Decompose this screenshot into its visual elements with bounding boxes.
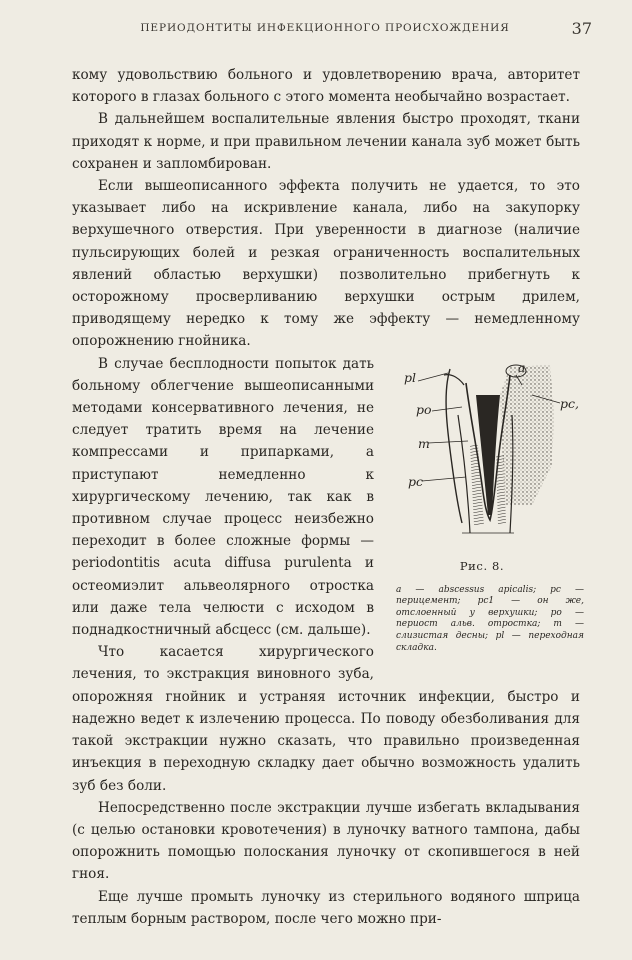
paragraph-2: В дальнейшем воспалительные явления быстро проходят, ткани приходят к норме, и при правильном лечении канала зуб может быть сохранен и запломбирован. bbox=[72, 111, 580, 172]
paragraph-6: Непосредственно после экстракции лучше избегать вкладывания (с целью остановки кровотечения) в луночку ватного тампона, дабы опорожнить помощью полоскания луночку от скопившегося в ней гноя. bbox=[72, 799, 580, 883]
paragraph-1: кому удовольствию больного и удовлетворению врача, авторитет которого в глазах больного с этого момента необычайно возрастает. bbox=[72, 67, 580, 106]
paragraph-3-start bbox=[72, 175, 580, 353]
label-po: po bbox=[416, 401, 432, 417]
figure-title: Рис. 8. bbox=[459, 558, 505, 573]
label-pc: pc bbox=[408, 473, 424, 489]
figure-8 bbox=[382, 355, 582, 667]
label-pc1: pc, bbox=[560, 395, 579, 411]
paragraph-7: Еще лучше промыть луночку из стерильного водяного шприца теплым борным раствором, после чего можно при- bbox=[72, 888, 580, 927]
paragraph-3: Если вышеописанного эффекта получить не удается, то это указывает либо на искривление канала, либо на закупорку верхушечного отверстия. При уверенности в диагнозе (наличие пульсирующих болей и резкая ограниченность воспалительных явлений областью верхушки) позволительно прибегнуть к осторожному просверливанию верхушки острым дрилем, приводящему нередко к тому же эффекту — немедленному опорожнению гнойника. bbox=[72, 178, 580, 350]
label-pl: pl bbox=[404, 369, 416, 385]
paragraph-5: Что касается хирургического лечения, то экстракция виновного зуба, опорожняя гнойник и устраняя источник инфекции, быстро и надежно ведет к излечению процесса. По поводу обезболивания для такой экстракции нужно сказать, что правильно произведенная инъекция в переходную складку дает обычно возможность удалить зуб без боли. bbox=[72, 644, 580, 794]
label-a: a bbox=[518, 359, 526, 375]
body-text bbox=[72, 64, 584, 930]
figure-caption: a — abscessus apicalis; pc — перицемент; pc1 — он же, отслоенный у верхушки; po — периост альв. отростка; m — слизистая десны; pl — переходная складка. bbox=[396, 584, 584, 653]
paragraph-4: В случае бесплодности попыток дать больному облегчение вышеописанными методами консервативного лечения, не следует тратить время на лечение компрессами и припарками, а приступают немедленно к хирургическому лечению, так как в противном случае процесс неизбежно переходит в более сложные формы — periodontitis acuta diffusa purulenta и остеомиэлит альвеолярного отростка или даже тела челюсти с исходом в поднадкостничный абсцесс (см. дальше). bbox=[72, 355, 374, 639]
running-head: ПЕРИОДОНТИТЫ ИНФЕКЦИОННОГО ПРОИСХОЖДЕНИЯ bbox=[140, 22, 510, 34]
page-number: 37 bbox=[571, 19, 592, 38]
label-m: m bbox=[418, 435, 430, 451]
